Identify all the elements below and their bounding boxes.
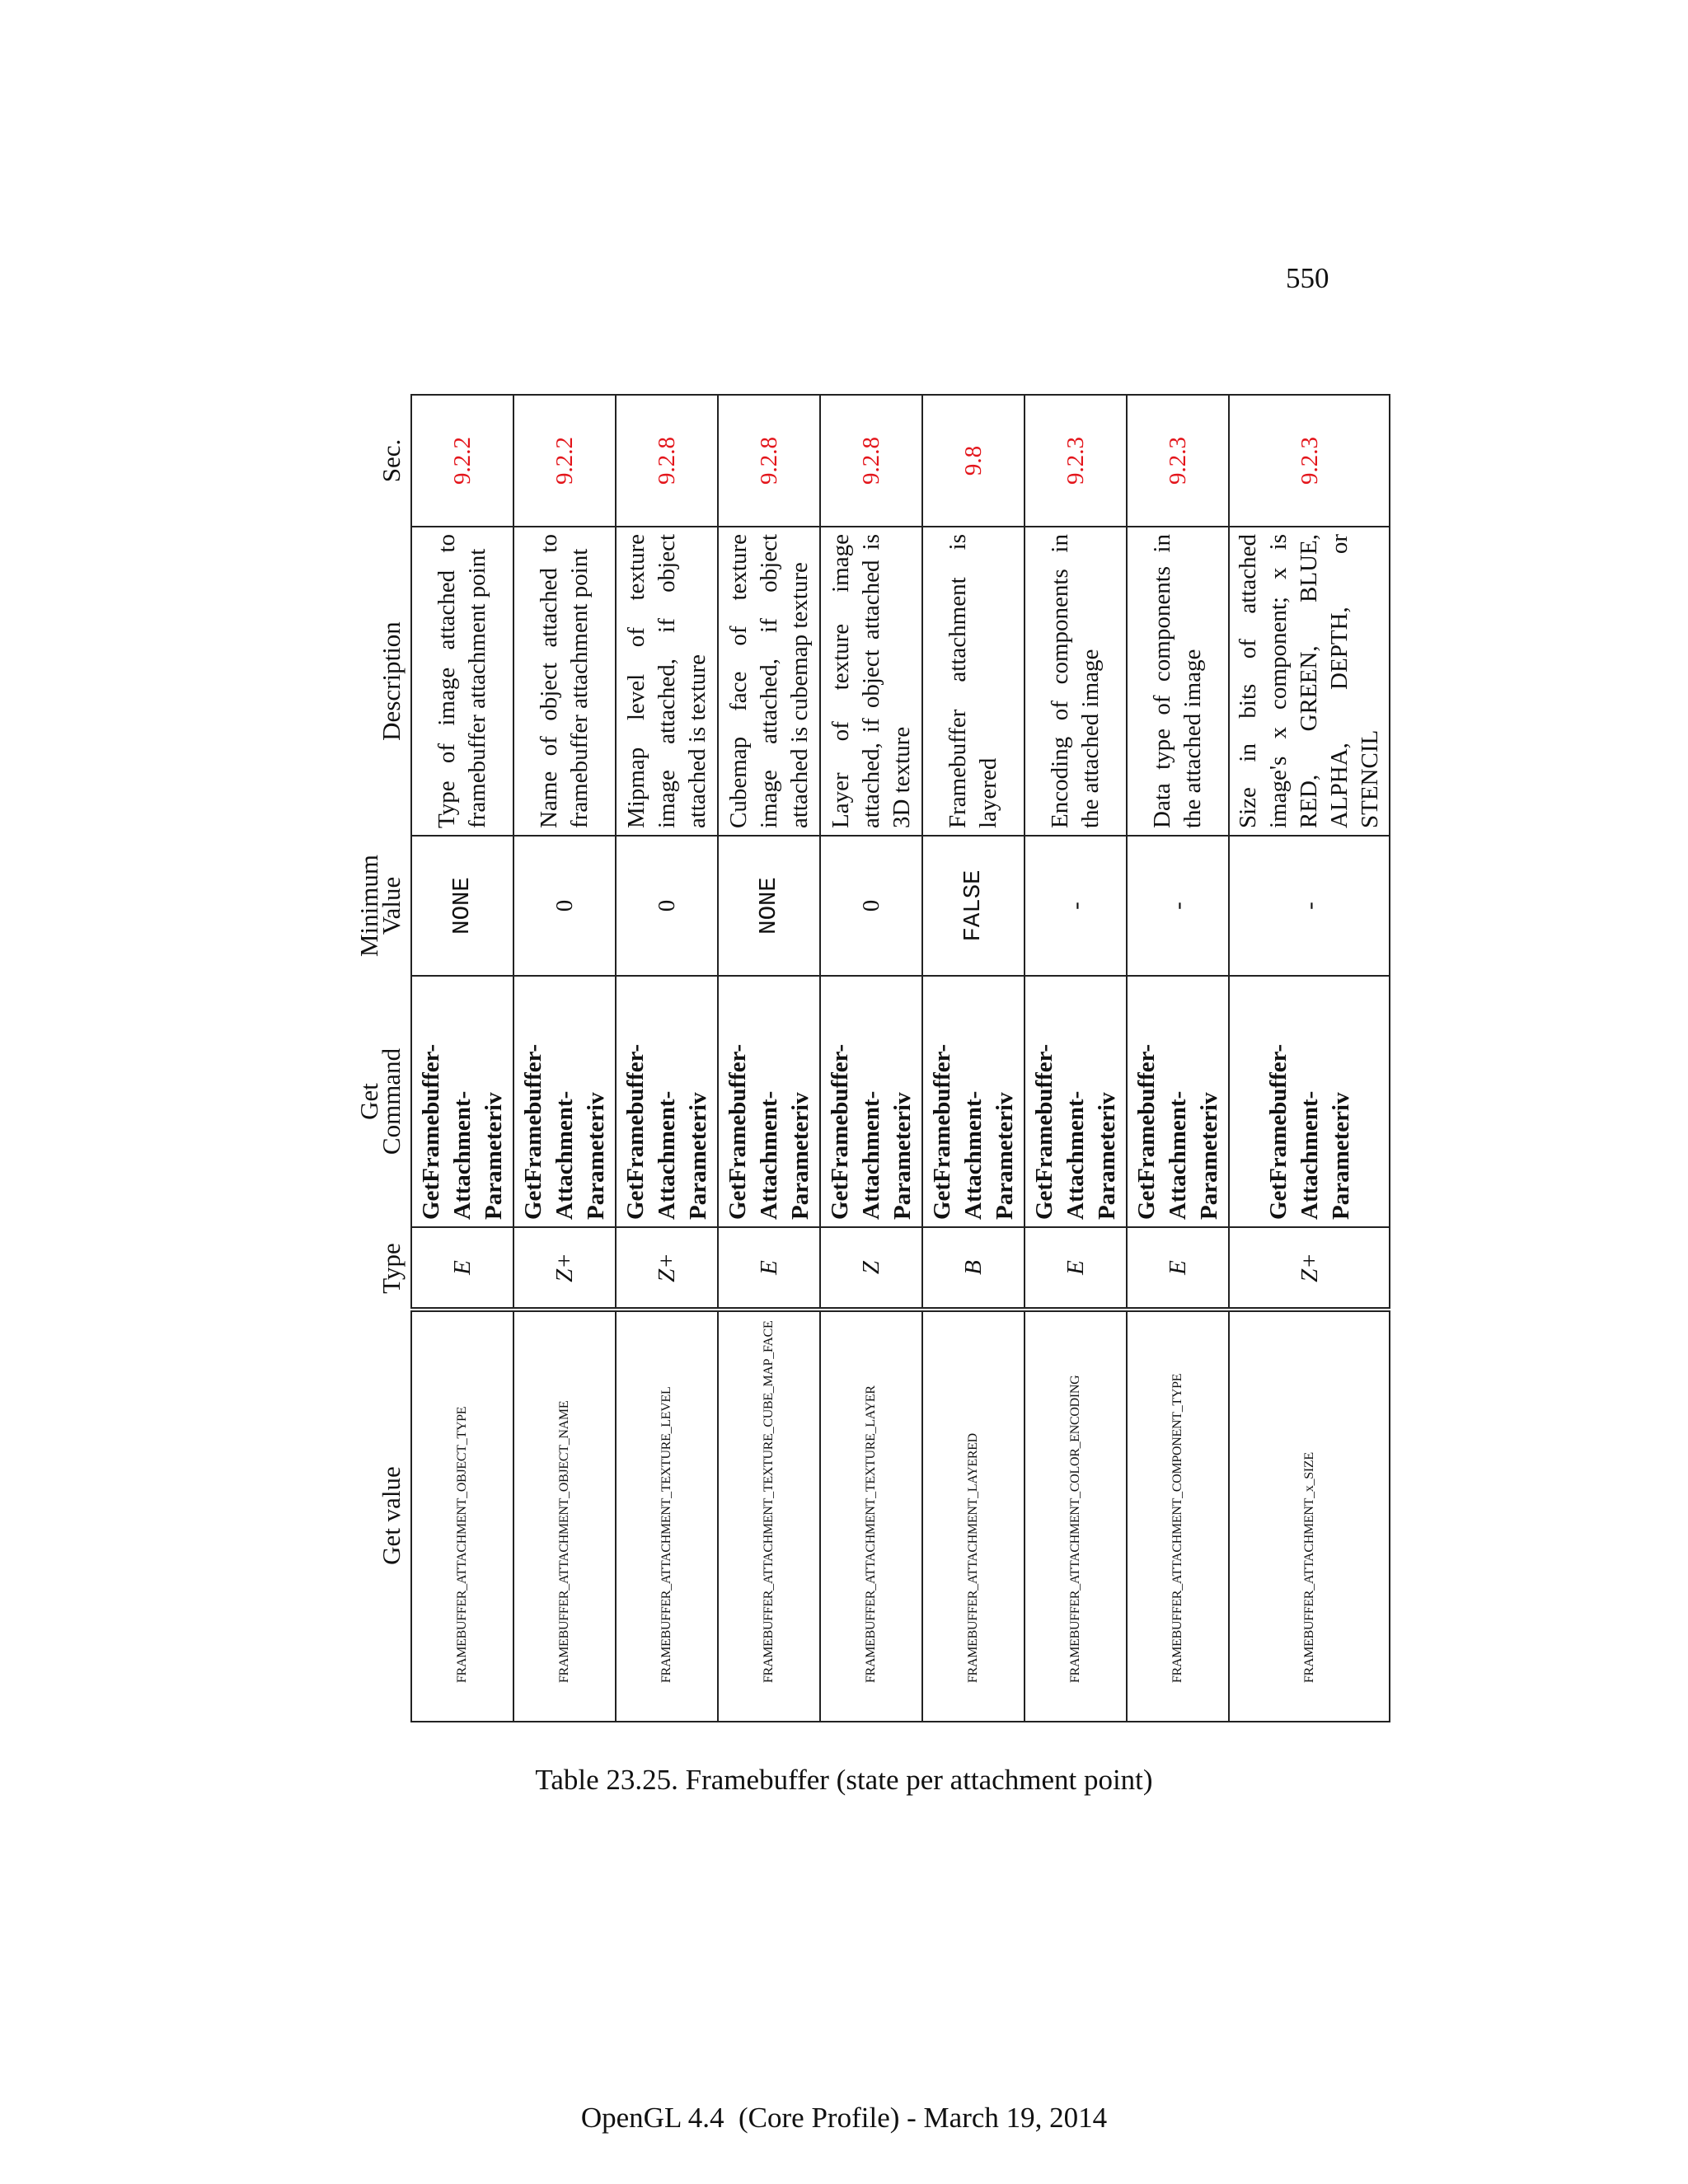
description-cell: Framebuffer attachment is layered bbox=[922, 527, 1025, 836]
get-value-cell: FRAMEBUFFER_ATTACHMENT_TEXTURE_CUBE_MAP_FACE bbox=[718, 1310, 820, 1722]
command-cell: GetFramebuffer-Attachment-Parameteriv bbox=[1229, 976, 1390, 1227]
command-cell: GetFramebuffer-Attachment-Parameteriv bbox=[513, 976, 616, 1227]
get-value-cell: FRAMEBUFFER_ATTACHMENT_LAYERED bbox=[922, 1310, 1025, 1722]
command-cell: GetFramebuffer-Attachment-Parameteriv bbox=[411, 976, 513, 1227]
description-cell: Cubemap face of texture image attached, if object attached is cubemap texture bbox=[718, 527, 820, 836]
command-cell: GetFramebuffer-Attachment-Parameteriv bbox=[718, 976, 820, 1227]
header-type: Type bbox=[377, 1243, 406, 1294]
section-link[interactable]: 9.2.8 bbox=[820, 395, 922, 527]
minimum-value-cell: 0 bbox=[616, 836, 718, 976]
table-row bbox=[718, 395, 820, 1722]
header-get-command-line2: Command bbox=[377, 1047, 406, 1155]
header-get-command-line1: Get bbox=[354, 1083, 383, 1120]
description-cell: Name of object attached to framebuffer attachment point bbox=[513, 527, 616, 836]
description-cell: Mipmap level of texture image attached, if object attached is texture bbox=[616, 527, 718, 836]
section-link[interactable]: 9.2.2 bbox=[411, 395, 513, 527]
header-minimum-value-line2: Value bbox=[377, 876, 406, 935]
page-footer: OpenGL 4.4 (Core Profile) - March 19, 2014 bbox=[580, 2102, 1108, 2134]
table-row bbox=[922, 395, 1025, 1722]
header-minimum-value-line1: Minimum bbox=[354, 855, 383, 958]
minimum-value-cell: FALSE bbox=[922, 836, 1025, 976]
section-link[interactable]: 9.2.8 bbox=[718, 395, 820, 527]
get-value-cell: FRAMEBUFFER_ATTACHMENT_COMPONENT_TYPE bbox=[1127, 1310, 1229, 1722]
page-number: 550 bbox=[1286, 262, 1329, 294]
description-cell: Data type of components in the attached image bbox=[1127, 527, 1229, 836]
minimum-value-cell: - bbox=[1229, 836, 1390, 976]
rotated-table-container bbox=[354, 396, 1401, 1722]
get-value-cell: FRAMEBUFFER_ATTACHMENT_COLOR_ENCODING bbox=[1025, 1310, 1127, 1722]
description-cell: Layer of texture image attached, if object attached is 3D texture bbox=[820, 527, 922, 836]
type-cell: B bbox=[922, 1227, 1025, 1310]
table-row bbox=[411, 395, 513, 1722]
description-cell: Size in bits of attached image's x component; x is RED, GREEN, BLUE, ALPHA, DEPTH, or STENCIL bbox=[1229, 527, 1390, 836]
header-minimum-value bbox=[354, 836, 411, 976]
command-cell: GetFramebuffer-Attachment-Parameteriv bbox=[1127, 976, 1229, 1227]
minimum-value-cell: NONE bbox=[411, 836, 513, 976]
header-get-command bbox=[354, 976, 411, 1227]
command-cell: GetFramebuffer-Attachment-Parameteriv bbox=[820, 976, 922, 1227]
table-header-row bbox=[354, 395, 411, 1722]
description-cell: Encoding of components in the attached image bbox=[1025, 527, 1127, 836]
minimum-value-cell: - bbox=[1127, 836, 1229, 976]
table-row bbox=[616, 395, 718, 1722]
type-cell: Z+ bbox=[513, 1227, 616, 1310]
type-cell: E bbox=[1127, 1227, 1229, 1310]
type-cell: Z+ bbox=[1229, 1227, 1390, 1310]
section-link[interactable]: 9.2.2 bbox=[513, 395, 616, 527]
command-cell: GetFramebuffer-Attachment-Parameteriv bbox=[922, 976, 1025, 1227]
command-cell: GetFramebuffer-Attachment-Parameteriv bbox=[616, 976, 718, 1227]
section-link[interactable]: 9.2.3 bbox=[1229, 395, 1390, 527]
section-link[interactable]: 9.2.3 bbox=[1127, 395, 1229, 527]
table-row bbox=[513, 395, 616, 1722]
section-link[interactable]: 9.2.8 bbox=[616, 395, 718, 527]
get-value-cell: FRAMEBUFFER_ATTACHMENT_x_SIZE bbox=[1229, 1310, 1390, 1722]
state-table bbox=[354, 394, 1390, 1722]
section-link[interactable]: 9.2.3 bbox=[1025, 395, 1127, 527]
table-row bbox=[1127, 395, 1229, 1722]
type-cell: Z bbox=[820, 1227, 922, 1310]
command-cell: GetFramebuffer-Attachment-Parameteriv bbox=[1025, 976, 1127, 1227]
table-row bbox=[1025, 395, 1127, 1722]
description-cell: Type of image attached to framebuffer attachment point bbox=[411, 527, 513, 836]
get-value-cell: FRAMEBUFFER_ATTACHMENT_OBJECT_NAME bbox=[513, 1310, 616, 1722]
minimum-value-cell: 0 bbox=[820, 836, 922, 976]
header-get-value: Get value bbox=[377, 1466, 406, 1565]
minimum-value-cell: 0 bbox=[513, 836, 616, 976]
minimum-value-cell: NONE bbox=[718, 836, 820, 976]
get-value-cell: FRAMEBUFFER_ATTACHMENT_TEXTURE_LEVEL bbox=[616, 1310, 718, 1722]
header-description: Description bbox=[377, 621, 406, 741]
header-sec: Sec. bbox=[377, 438, 406, 483]
type-cell: Z+ bbox=[616, 1227, 718, 1310]
section-link[interactable]: 9.8 bbox=[922, 395, 1025, 527]
table-row bbox=[1229, 395, 1390, 1722]
get-value-cell: FRAMEBUFFER_ATTACHMENT_OBJECT_TYPE bbox=[411, 1310, 513, 1722]
table-caption: Table 23.25. Framebuffer (state per attachment point) bbox=[535, 1764, 1153, 1796]
type-cell: E bbox=[411, 1227, 513, 1310]
type-cell: E bbox=[718, 1227, 820, 1310]
type-cell: E bbox=[1025, 1227, 1127, 1310]
get-value-cell: FRAMEBUFFER_ATTACHMENT_TEXTURE_LAYER bbox=[820, 1310, 922, 1722]
minimum-value-cell: - bbox=[1025, 836, 1127, 976]
table-row bbox=[820, 395, 922, 1722]
